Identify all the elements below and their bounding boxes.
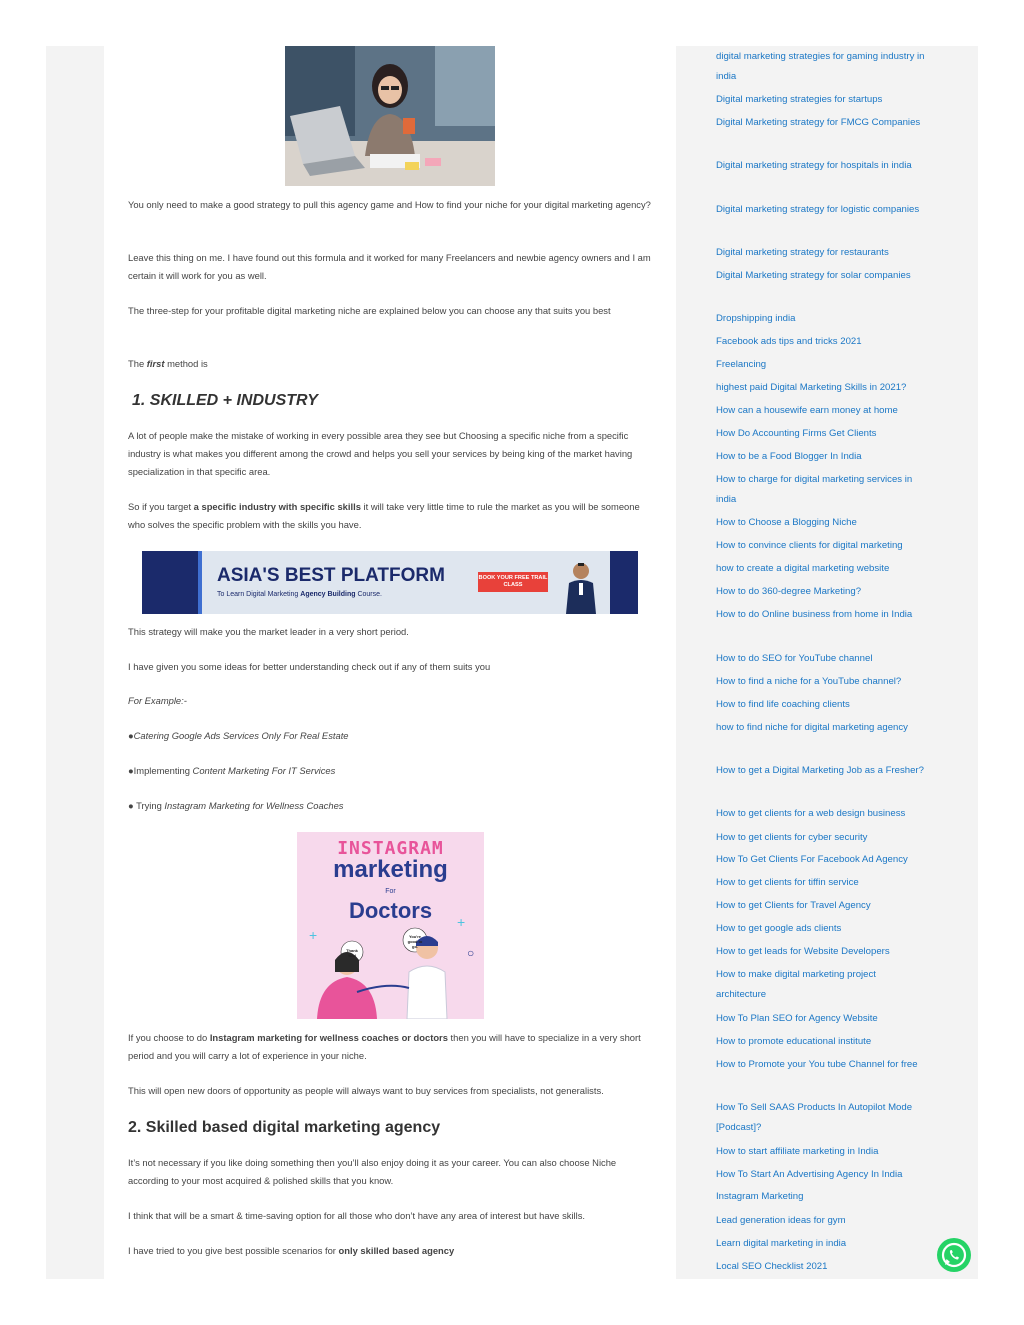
section-heading: 1. SKILLED + INDUSTRY [132, 392, 318, 409]
banner-title: ASIA'S BEST PLATFORM [217, 565, 445, 586]
example-label: For Example:- [128, 695, 187, 706]
sidebar-link[interactable]: how to find niche for digital marketing agency [716, 722, 908, 733]
paragraph: The three-step for your profitable digital marketing niche are explained below you can choose any that suits you best [128, 305, 611, 316]
sidebar-link[interactable]: How to get clients for a web design business [716, 808, 906, 819]
sidebar-link[interactable]: How To Sell SAAS Products In Autopilot Mode [Podcast]? [716, 1102, 913, 1133]
sidebar-link[interactable]: How to start affiliate marketing in India [716, 1146, 879, 1157]
example-item: ● Trying Instagram Marketing for Wellness Coaches [128, 800, 344, 811]
sidebar-link[interactable]: digital marketing strategies for gaming industry in india [716, 51, 925, 82]
sidebar-link[interactable]: Learn digital marketing in india [716, 1238, 847, 1249]
paragraph: The first method is [128, 358, 208, 369]
sidebar-link[interactable]: How to convince clients for digital marketing [716, 540, 903, 551]
sidebar-link[interactable]: Digital marketing strategy for hospitals in india [716, 160, 912, 171]
paragraph: A lot of people make the mistake of working in every possible area they see but Choosing a specific niche from a specific industry is what makes you different among the crowd and helps you sell your services by being king of the market having specialization in that specific area. [128, 430, 633, 477]
sidebar-link[interactable]: Dropshipping india [716, 313, 796, 324]
sidebar-link[interactable]: How to do 360-degree Marketing? [716, 586, 862, 597]
sidebar-categories [676, 46, 978, 1279]
paragraph: It’s not necessary if you like doing something then you’ll also enjoy doing it as your career. You can also choose Niche according to your most acquired & polished skills that you know. [128, 1157, 617, 1186]
section-heading: 2. Skilled based digital marketing agency [128, 1119, 441, 1136]
sidebar-link[interactable]: How to charge for digital marketing services in india [716, 474, 913, 505]
paragraph: I think that will be a smart & time-saving option for all those who don’t have any area of interest but have skills. [128, 1210, 586, 1221]
svg-text:+: + [309, 927, 318, 943]
article-content [104, 46, 676, 1279]
sidebar-link[interactable]: How to get clients for tiffin service [716, 877, 859, 888]
sidebar-link[interactable]: how to create a digital marketing website [716, 563, 890, 574]
sidebar-link[interactable]: Digital Marketing strategy for FMCG Companies [716, 117, 921, 128]
sidebar-link[interactable]: How to do SEO for YouTube channel [716, 653, 873, 664]
course-banner-ad[interactable] [142, 551, 638, 614]
sidebar-link[interactable]: Digital marketing strategy for logistic companies [716, 204, 920, 215]
sidebar-link[interactable]: How to get Clients for Travel Agency [716, 900, 871, 911]
sidebar-link[interactable]: Instagram Marketing [716, 1191, 804, 1202]
sidebar-link[interactable]: Local SEO Checklist 2021 [716, 1261, 828, 1272]
sidebar-link[interactable]: Lead generation ideas for gym [716, 1215, 846, 1226]
sidebar-link[interactable]: How to get clients for cyber security [716, 832, 868, 843]
whatsapp-icon [937, 1238, 971, 1272]
sidebar-link[interactable]: How To Get Clients For Facebook Ad Agency [716, 854, 908, 865]
whatsapp-chat-button[interactable] [937, 1238, 971, 1272]
sidebar-link[interactable]: How to get leads for Website Developers [716, 946, 890, 957]
sidebar-link[interactable]: Digital marketing strategy for restaurants [716, 247, 889, 258]
example-item: ●Implementing Content Marketing For IT Services [128, 765, 336, 776]
paragraph: If you choose to do Instagram marketing for wellness coaches or doctors then you will have to specialize in a very short period and you will carry a lot of experience in your niche. [128, 1032, 641, 1061]
svg-text:○: ○ [467, 946, 475, 960]
paragraph: This will open new doors of opportunity as people will always want to buy services from specialists, not generalists. [128, 1085, 604, 1096]
sidebar-link[interactable]: Freelancing [716, 359, 767, 370]
example-item: ●Catering Google Ads Services Only For Real Estate [128, 730, 349, 741]
sidebar-link[interactable]: How to find life coaching clients [716, 699, 850, 710]
paragraph: I have tried to you give best possible scenarios for only skilled based agency [128, 1245, 455, 1256]
sidebar-link[interactable]: How to promote educational institute [716, 1036, 872, 1047]
sidebar-link[interactable]: How to do Online business from home in India [716, 609, 913, 620]
paragraph: This strategy will make you the market leader in a very short period. [128, 626, 409, 637]
sidebar-link[interactable]: How Do Accounting Firms Get Clients [716, 428, 877, 439]
paragraph: I have given you some ideas for better understanding check out if any of them suits you [128, 661, 491, 672]
sidebar-link[interactable]: How To Plan SEO for Agency Website [716, 1013, 878, 1024]
sidebar-link[interactable]: highest paid Digital Marketing Skills in 2021? [716, 382, 907, 393]
sidebar-link[interactable]: How to be a Food Blogger In India [716, 451, 862, 462]
banner-subtitle: To Learn Digital Marketing Agency Building Course. [217, 591, 382, 598]
svg-text:+: + [457, 914, 466, 930]
sidebar-link[interactable]: How to Promote your You tube Channel for free [716, 1059, 918, 1070]
sidebar-link[interactable]: Digital Marketing strategy for solar companies [716, 270, 911, 281]
instagram-marketing-doctors-image: INSTAGRAM marketing For Doctors ○ + + You're good to go. Thank You! [297, 832, 484, 1019]
sidebar-link[interactable]: How to get a Digital Marketing Job as a Fresher? [716, 765, 924, 776]
sidebar-link[interactable]: How to find a niche for a YouTube channel? [716, 676, 902, 687]
book-trial-class-button[interactable]: BOOK YOUR FREE TRAIL CLASS [478, 572, 548, 592]
paragraph: So if you target a specific industry with specific skills it will take very little time to rule the market as you will be someone who solves the specific problem with the skills you have. [128, 501, 640, 530]
sidebar-link[interactable]: How to get google ads clients [716, 923, 842, 934]
left-gutter [46, 46, 104, 1279]
paragraph: Leave this thing on me. I have found out this formula and it worked for many Freelancers and newbie agency owners and I am certain it will work for you as well. [128, 252, 651, 281]
sidebar-link[interactable]: How to make digital marketing project architecture [716, 969, 876, 1000]
paragraph: You only need to make a good strategy to pull this agency game and How to find your niche for your digital marketing agency? [128, 199, 651, 210]
sidebar-link[interactable]: How to Choose a Blogging Niche [716, 517, 857, 528]
sidebar-link[interactable]: Digital marketing strategies for startups [716, 94, 883, 105]
sidebar-link[interactable]: Facebook ads tips and tricks 2021 [716, 336, 862, 347]
hero-image-woman-studying [285, 46, 495, 186]
presenter-photo [566, 561, 596, 614]
sidebar-link[interactable]: How can a housewife earn money at home [716, 405, 898, 416]
sidebar-link[interactable]: How To Start An Advertising Agency In India [716, 1169, 903, 1180]
